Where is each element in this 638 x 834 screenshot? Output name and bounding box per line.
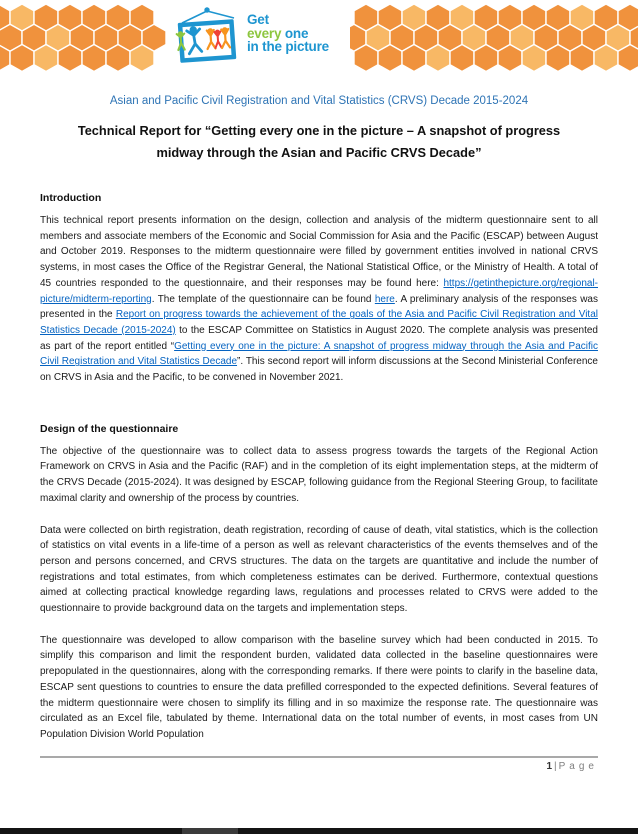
footer-page-word: Page <box>558 761 598 772</box>
heading-introduction: Introduction <box>40 192 102 204</box>
design-paragraph-3: The questionnaire was developed to allow comparison with the baseline survey which had been conducted in 2015. To simplify this comparison and limit the respondent burden, validated data collected in the baseline questionnaires were prepopulated in the questionnaires, along with the corresponding remarks. If there were points to clarify in the baseline data, ESCAP sent questions to countries to ensure the data prefilled corresponded to the expected definitions. Several features of the midterm questionnaire were chosen to simplify its filling and in so maximize the response rate. The questionnaire was circulated as an Excel file, tabulated by theme. International data on the total number of events, in most cases from UN Population Division World Population <box>40 634 598 740</box>
introduction-paragraph <box>40 213 598 386</box>
page-number: 1 <box>546 761 553 772</box>
intro-text-5: ”. This second report will inform discussions at the Second Ministerial Conference on CRVS in Asia and the Pacific, to be convened in November 2021. <box>40 356 598 384</box>
logo-line-in-the-picture: in the picture <box>247 39 329 54</box>
report-title-line1: Technical Report for “Getting every one in the picture – A snapshot of progress <box>77 123 561 138</box>
snapshot-report-link[interactable]: Getting every one in the picture: A snapshot of progress midway through the Asia and Pacific Civil Registration and Vital Statistics Decade <box>40 340 598 368</box>
midterm-reporting-link[interactable]: https://getinthepicture.org/regional-picture/midterm-reporting <box>40 277 598 305</box>
bottom-edge-segment <box>182 828 238 834</box>
progress-report-link[interactable]: Report on progress towards the achievement of the goals of the Asia and Pacific Civil Registration and Vital Statistics Decade (2015-2024) <box>40 309 598 336</box>
report-title-line2: midway through the Asian and Pacific CRVS Decade” <box>156 145 482 160</box>
questionnaire-template-link[interactable]: here <box>374 293 395 305</box>
intro-text-1: This technical report presents information on the design, collection and analysis of the midterm questionnaire sent to all members and associate members of the Economic and Social Commission for Asia and the Pacific (ESCAP) between August and October 2019. Responses to the midterm questionnaire were filled by government entities involved in national CRVS systems, in most cases the Office of the Registrar General, the National Statistical Office, or the Ministry of Health. A total of 45 countries responded to the questionnaire, and their responses may be found here: <box>40 215 598 289</box>
design-paragraph-2: Data were collected on birth registration, death registration, recording of cause of death, vital statistics, which is the collection of statistics on vital events in a life-time of a person as well as relevant characteristics of the events themselves and of the person and persons concerned, and CRVS structures. The data on the targets are quantitative and include the number of registrations and total estimates, from which completeness estimates can be derived. Furthermore, contextual questions aimed at collecting practical knowledge regarding laws, regulations and processes related to CRVS were added to the questionnaire to provide background data on the targets and implementation steps. <box>40 524 598 615</box>
document-content <box>40 0 598 743</box>
intro-text-2: . The template of the questionnaire can be found <box>151 293 375 305</box>
page-footer <box>40 756 598 772</box>
footer-separator: | <box>554 761 557 772</box>
page-bottom-edge <box>0 828 638 834</box>
intro-text-4: to the ESCAP Committee on Statistics in August 2020. The complete analysis was presented as part of the report entitled “ <box>40 324 598 352</box>
decade-subtitle: Asian and Pacific Civil Registration and Vital Statistics (CRVS) Decade 2015-2024 <box>109 95 529 107</box>
heading-design-of-questionnaire: Design of the questionnaire <box>40 422 179 435</box>
intro-text-3: . A preliminary analysis of the responses was presented in the <box>40 293 598 321</box>
logo-word-one: one <box>281 25 309 41</box>
logo-word-get: Get <box>247 12 269 27</box>
design-paragraph-1: The objective of the questionnaire was to collect data to assess progress towards the targets of the Regional Action Framework on CRVS in Asia and the Pacific (RAF) and in the completion of its eight implementation steps, at the midterm of the CRVS Decade (2015-2024). It was designed by ESCAP, following guidance from the Regional Steering Group, to facilitate maximal clarity and ownership of the process by countries. <box>40 445 598 504</box>
report-title <box>40 120 598 164</box>
logo-word-every: every <box>247 25 282 41</box>
